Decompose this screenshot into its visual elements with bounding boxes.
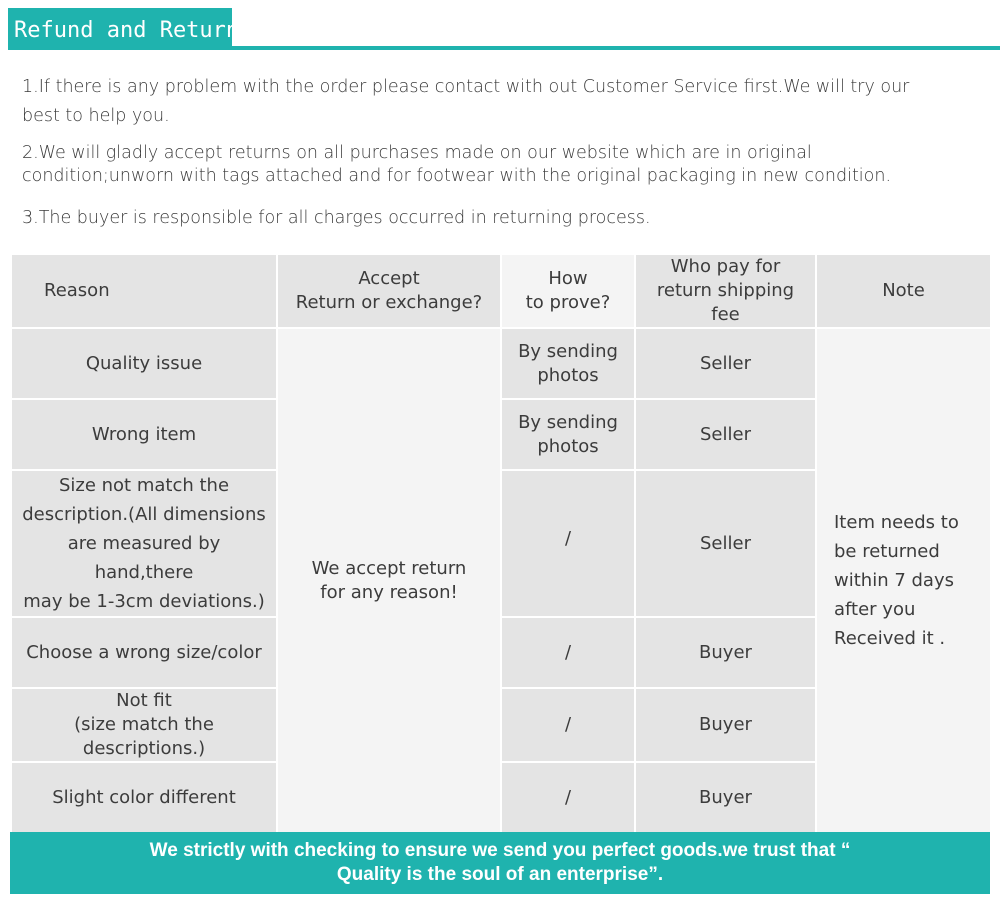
header-line: How: [548, 268, 588, 289]
reason-line: (size match the descriptions.): [74, 714, 214, 759]
note-cell: [816, 328, 991, 833]
reason-cell: [11, 762, 277, 833]
prove-cell: [501, 688, 635, 762]
header-line: Who pay for: [670, 256, 781, 277]
header-note: Note: [816, 254, 991, 328]
reason-line: Size not match the: [58, 475, 230, 496]
policy-paragraph-1: [22, 73, 922, 131]
prove-line: /: [564, 786, 572, 808]
note-line: be returned: [834, 541, 940, 562]
accept-line: We accept return: [311, 557, 467, 579]
prove-cell: [501, 470, 635, 617]
header-line: to prove?: [525, 292, 611, 313]
prove-cell: [501, 617, 635, 688]
header-who-pays: [635, 254, 816, 328]
section-title: Refund and Return: [8, 8, 232, 46]
return-policy-table: [10, 253, 992, 834]
quality-banner: [10, 832, 990, 894]
prove-line: photos: [537, 435, 599, 457]
reason-cell: [11, 399, 277, 470]
prove-cell: [501, 762, 635, 833]
who-pays-cell: Buyer: [635, 688, 816, 762]
note-line: Received it .: [834, 628, 946, 649]
prove-line: By sending: [518, 411, 618, 433]
header-line: return shipping fee: [656, 280, 795, 325]
reason-line: Quality issue: [85, 352, 203, 374]
reason-line: Choose a wrong size/color: [26, 641, 262, 663]
who-pays-cell: Buyer: [635, 762, 816, 833]
who-pays-cell: Buyer: [635, 617, 816, 688]
header-prove: [501, 254, 635, 328]
table-row: [11, 328, 991, 399]
reason-cell: [11, 328, 277, 399]
prove-line: /: [564, 528, 572, 549]
paragraph-line: 2.We will gladly accept returns on all purchases made on our website which are in original: [22, 143, 812, 163]
paragraph-line: 3.The buyer is responsible for all charges occurred in returning process.: [22, 208, 651, 228]
reason-line: are measured by hand,there: [67, 533, 221, 583]
paragraph-line: 1.If there is any problem with the order please contact with out Customer Service first.We will try our: [22, 77, 910, 97]
header-accept: [277, 254, 501, 328]
reason-line: Slight color different: [52, 786, 236, 808]
prove-line: /: [564, 641, 572, 663]
prove-line: By sending: [518, 340, 618, 362]
reason-cell: [11, 470, 277, 617]
note-line: Item needs to: [834, 512, 959, 533]
banner-line: We strictly with checking to ensure we send you perfect goods.we trust that “: [149, 840, 851, 861]
reason-line: Not fit: [116, 690, 172, 711]
header-line: Return or exchange?: [295, 292, 483, 313]
header-line: Accept: [358, 268, 420, 289]
prove-cell: [501, 328, 635, 399]
who-pays-cell: Seller: [635, 328, 816, 399]
prove-line: /: [564, 714, 572, 735]
table-header-row: [11, 254, 991, 328]
accept-line: for any reason!: [320, 581, 458, 603]
paragraph-line: condition;unworn with tags attached and for footwear with the original packaging in new condition.: [22, 166, 892, 186]
who-pays-cell: Seller: [635, 399, 816, 470]
note-line: within 7 days: [834, 570, 954, 591]
policy-paragraph-2: [22, 142, 922, 188]
reason-line: may be 1-3cm deviations.): [23, 591, 265, 612]
prove-line: photos: [537, 364, 599, 386]
header-reason: Reason: [11, 254, 277, 328]
note-line: after you: [834, 599, 916, 620]
title-underline: [8, 46, 1000, 50]
accept-cell: [277, 328, 501, 833]
who-pays-cell: Seller: [635, 470, 816, 617]
reason-cell: [11, 688, 277, 762]
reason-line: Wrong item: [91, 423, 197, 445]
reason-cell: [11, 617, 277, 688]
policy-paragraph-3: [22, 206, 922, 230]
banner-line: Quality is the soul of an enterprise”.: [336, 864, 664, 885]
reason-line: description.(All dimensions: [22, 504, 266, 525]
paragraph-line: best to help you.: [22, 106, 170, 126]
prove-cell: [501, 399, 635, 470]
